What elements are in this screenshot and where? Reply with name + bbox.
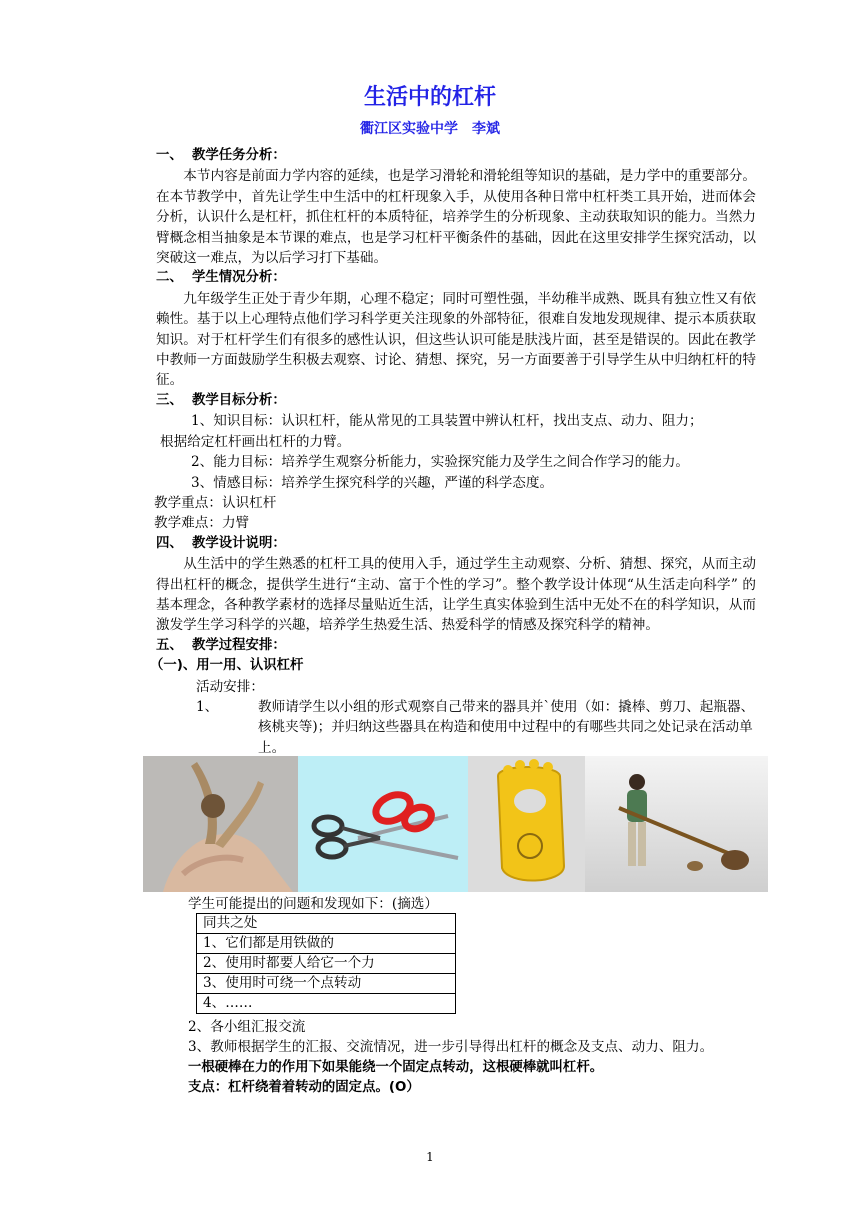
bottle-opener-photo: [468, 756, 585, 892]
section-5-heading: 五、 教学过程安排：: [156, 637, 286, 653]
activity-label: 活动安排：: [196, 678, 264, 695]
table-row: 3、使用时可绕一个点转动: [197, 974, 456, 994]
section-4-heading: 四、 教学设计说明：: [156, 535, 286, 551]
author-line: 衢江区实验中学 李斌: [360, 121, 500, 137]
document-body: [150, 146, 756, 758]
findings-caption: 学生可能提出的问题和发现如下：(摘选）: [188, 896, 438, 912]
goal-knowledge: 1、知识目标：认识杠杆，能从常见的工具装置中辨认杠杆，找出支点、动力、阻力；: [191, 413, 703, 430]
page-number: 1: [426, 1150, 434, 1164]
activity-followup: [188, 1017, 768, 1099]
tool-photos-strip: [143, 756, 768, 892]
lever-definition: 一根硬棒在力的作用下如果能绕一个固定点转动，这根硬棒就叫杠杆。: [188, 1059, 604, 1075]
goal-ability: 2、能力目标：培养学生观察分析能力，实验探究能力及学生之间合作学习的能力。: [191, 454, 690, 471]
table-row: 4、……: [197, 994, 456, 1014]
table-row: 2、使用时都要人给它一个力: [197, 954, 456, 974]
nutcracker-photo: [143, 756, 298, 892]
crowbar-man-photo: [585, 756, 768, 892]
section-1-heading: 一、 教学任务分析：: [156, 148, 286, 163]
table-row: 同共之处: [197, 914, 456, 934]
findings-table: [196, 913, 456, 1014]
document-title: 生活中的杠杆: [363, 85, 496, 110]
scissors-photo: [298, 756, 468, 892]
section-1-body: 本节内容是前面力学内容的延续，也是学习滑轮和滑轮组等知识的基础，是力学中的重要部分。在本节教学中，首先让学生中生活中的杠杆现象入手，从使用各种日常中杠杆类工具开始，进而体会分析，认识什么是杠杆，抓住杠杆的本质特征，培养学生的分析现象、主动获取知识的能力。当然力臂概念相当抽象是本节课的难点，也是学习杠杆平衡条件的基础，因此在这里安排学生探究活动，以突破这一难点，为以后学习打下基础。: [156, 168, 756, 267]
section-4-body: 从生活中的学生熟悉的杠杆工具的使用入手，通过学生主动观察、分析、猜想、探究，从而主动得出杠杆的概念，提供学生进行“主动、富于个性的学习”。整个教学设计体现“从生活走向科学” 的基本理念，各种教学素材的选择尽量贴近生活，让学生真实体验到生活中无处不在的科学知识，从而激发学生学习科学的兴趣，培养学生热爱生活、热爱科学的情感及探究科学的精神。: [156, 556, 756, 634]
activity-item-3: 3、教师根据学生的汇报、交流情况，进一步引导得出杠杆的概念及支点、动力、阻力。: [188, 1039, 714, 1056]
teaching-difficulty: 教学难点：力臂: [154, 515, 250, 532]
section-2-heading: 二、 学生情况分析：: [156, 270, 286, 286]
goal-knowledge-cont: 根据给定杠杆画出杠杆的力臂。: [160, 433, 351, 450]
activity-item-2: 2、各小组汇报交流: [188, 1019, 306, 1035]
part-1-heading: （一)、用一用、认识杠杆: [150, 658, 304, 674]
table-row: 1、它们都是用铁做的: [197, 934, 456, 954]
section-2-body: 九年级学生正处于青少年期，心理不稳定；同时可塑性强，半幼稚半成熟、既具有独立性又有依赖性。基于以上心理特点他们学习科学更关注现象的外部特征，很难自发地发现规律、提示本质获取知识。对于杠杆学生们有很多的感性认识，但这些认识可能是肤浅片面，甚至是错误的。因此在教学中教师一方面鼓励学生积极去观察、讨论、猜想、探究，另一方面要善于引导学生从中归纳杠杆的特征。: [156, 290, 756, 389]
section-3-heading: 三、 教学目标分析：: [156, 392, 286, 408]
goal-emotion: 3、情感目标：培养学生探究科学的兴趣，严谨的科学态度。: [191, 474, 554, 491]
teaching-key-point: 教学重点：认识杠杆: [154, 494, 277, 511]
fulcrum-definition: 支点：杠杆绕着着转动的固定点。(O）: [188, 1080, 420, 1096]
activity-item-1: 1、 教师请学生以小组的形式观察自己带来的器具并`使用（如：撬棒、剪刀、起瓶器、核桃夹等)；并归纳这些器具在构造和使用中过程中的有哪些共同之处记录在活动单上。: [196, 698, 755, 756]
